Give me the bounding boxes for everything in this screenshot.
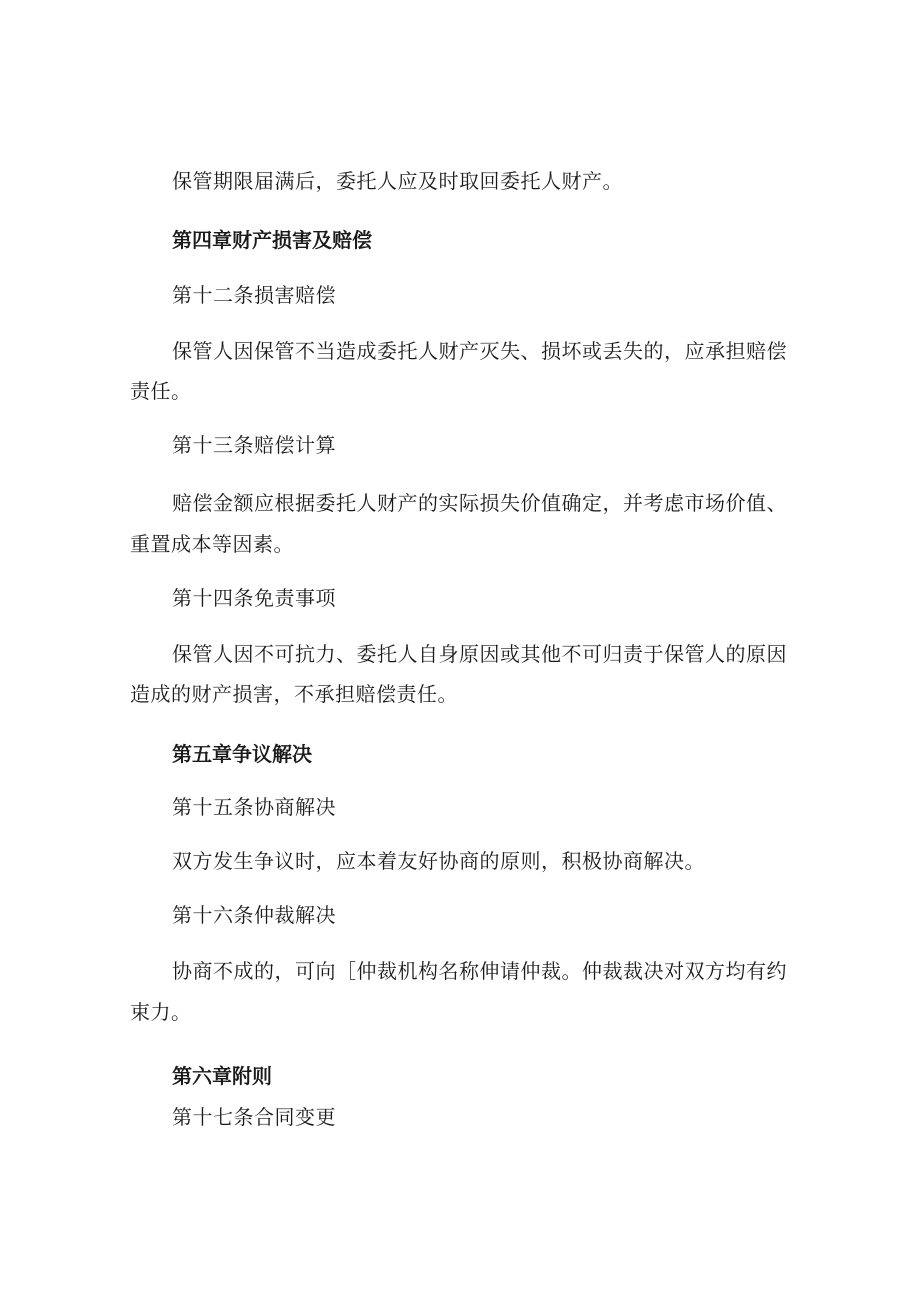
article-16-body-line-2: 束力。 [130,1000,192,1024]
article-14-body-line-1: 保管人因不可抗力、委托人自身原因或其他不可归责于保管人的原因 [172,642,787,666]
article-16-body-line-1: 协商不成的，可向［仲裁机构名称伸请仲裁。仲裁裁决对双方均有约 [172,959,787,983]
chapter-4-title: 第四章财产损害及赔偿 [172,228,372,252]
paragraph-retrieval: 保管期限届满后，委托人应及时取回委托人财产。 [172,169,623,193]
article-14-title: 第十四条免责事项 [172,586,336,610]
article-13-body-line-1: 赔偿金额应根据委托人财产的实际损失价值确定，并考虑市场价值、 [172,491,787,515]
article-15-title: 第十五条协商解决 [172,795,336,819]
article-16-title: 第十六条仲裁解决 [172,903,336,927]
article-14-body-line-2: 造成的财产损害，不承担赔偿责任。 [130,682,458,706]
article-13-title: 第十三条赔偿计算 [172,433,336,457]
article-12-title: 第十二条损害赔偿 [172,283,336,307]
article-15-body: 双方发生争议时，应本着友好协商的原则，积极协商解决。 [172,849,705,873]
article-12-body-line-2: 责任。 [130,379,192,403]
chapter-6-title: 第六章附则 [172,1064,272,1088]
article-13-body-line-2: 重置成本等因素。 [130,532,294,556]
article-17-title: 第十七条合同变更 [172,1105,336,1129]
article-12-body-line-1: 保管人因保管不当造成委托人财产灭失、损坏或丢失的，应承担赔偿 [172,339,787,363]
chapter-5-title: 第五章争议解决 [172,742,312,766]
